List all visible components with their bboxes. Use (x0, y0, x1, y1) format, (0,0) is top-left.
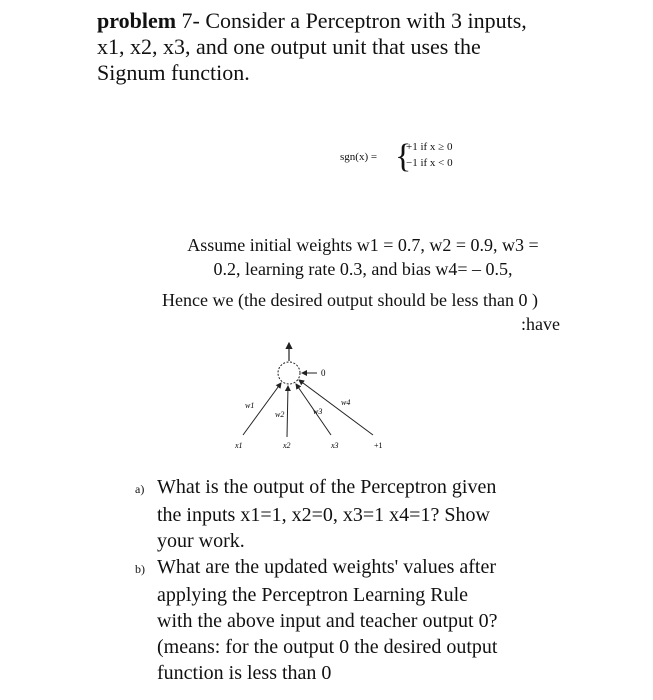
weight-w1: w1 (245, 401, 255, 410)
assumptions-line-1: Assume initial weights w1 = 0.7, w2 = 0.9, w3 = (187, 235, 539, 255)
problem-label: problem (97, 8, 177, 33)
input-x2: x2 (283, 441, 291, 450)
assumptions-line-2: 0.2, learning rate 0.3, and bias w4= – 0.5, (213, 259, 513, 279)
question-b-text-1: What are the updated weights' values after (157, 556, 497, 578)
question-b-line-5: function is less than 0 (157, 662, 332, 684)
input-x1: x1 (235, 441, 243, 450)
question-a-line-2: the inputs x1=1, x2=0, x3=1 x4=1? Show (157, 504, 490, 526)
threshold-label: 0 (321, 368, 326, 378)
question-a (135, 474, 565, 554)
question-a-line-3: your work. (157, 530, 245, 552)
formula-lhs: sgn(x) = (340, 151, 378, 163)
question-a-text-1: What is the output of the Perceptron given (157, 476, 497, 498)
input-bias: +1 (374, 441, 383, 450)
question-b-line-3: with the above input and teacher output 0? (157, 610, 498, 632)
weight-w2: w2 (275, 410, 285, 419)
problem-title (97, 8, 637, 86)
neuron-node (278, 362, 300, 384)
formula-case-negative: −1 if x < 0 (406, 157, 453, 169)
question-b (135, 554, 565, 686)
title-line-2: x1, x2, x3, and one output unit that uses the (97, 34, 481, 59)
question-b-line-1 (135, 554, 565, 582)
assumptions-text (168, 233, 558, 281)
edge-bias (299, 380, 373, 435)
title-line-3: Signum function. (97, 60, 250, 85)
perceptron-diagram (225, 335, 395, 455)
hence-text: Hence we (the desired output should be less than 0 ) (162, 290, 538, 310)
question-b-letter: b) (135, 562, 145, 576)
question-a-line-1 (135, 474, 565, 502)
weight-w4: w4 (341, 398, 351, 407)
formula-case-positive: +1 if x ≥ 0 (406, 141, 453, 153)
edge-x2 (287, 386, 288, 437)
question-a-letter: a) (135, 482, 145, 496)
question-b-line-2: applying the Perceptron Learning Rule (157, 584, 469, 606)
have-text: :have (521, 314, 560, 334)
weight-w3: w3 (313, 407, 323, 416)
formula-brace: { (395, 138, 412, 175)
question-b-line-4: (means: for the output 0 the desired output (157, 636, 498, 658)
input-x3: x3 (331, 441, 339, 450)
title-line-1: problem 7- Consider a Perceptron with 3 inputs, (97, 8, 527, 33)
